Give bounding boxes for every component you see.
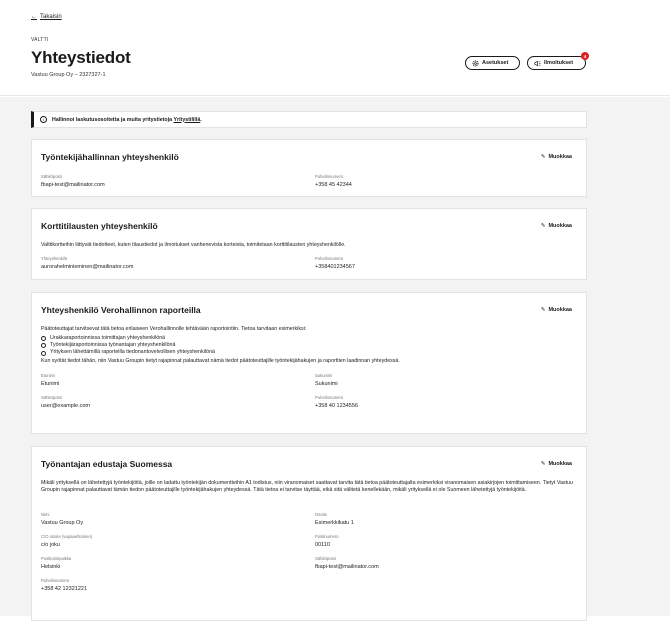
card-description: Mikäli yrityksellä on lähetettyjä työntekijöitä, joille on ladattu työntekijän dokumentteihin A1 todistus, niin viranomaiset saattavat tarvita tätä tietoa päätoteuttajalta esimerkiksi viranomaisen asiakirjojen toimittamiseen. Tietyt Vastuu Groupin rajapinnat palauttavat tämän tiedon päätoteuttajille työntekijähakujen yhteydessä. Tätä tietoa ei tarvitse täyttää, eikä sitä välitetä kenellekään, mikäli yrityksellä ei ole Suomeen lähetettyjä työntekijöitä. — [41, 480, 573, 494]
employee-admin-contact-card — [31, 139, 587, 197]
name-value: Vastuu Group Oy — [41, 520, 84, 526]
email-value: user@example.com — [41, 403, 90, 409]
page-title: Yhteystiedot — [31, 48, 131, 67]
edit-button-label: Muokkaa — [548, 223, 572, 229]
pencil-icon: ✎ — [540, 307, 546, 313]
edit-button[interactable] — [541, 461, 572, 467]
field-label: Sukunimi — [315, 373, 333, 378]
firstname-value: Etunimi — [41, 381, 60, 387]
usage-list — [41, 335, 215, 357]
edit-button[interactable] — [541, 154, 572, 160]
field-label: Sähköposti — [315, 556, 336, 561]
field-label: Sähköposti — [41, 174, 62, 179]
pencil-icon: ✎ — [540, 223, 546, 229]
field-label: Puhelinnumero — [41, 578, 70, 583]
address-value: Esimerkkikatu 1 — [315, 520, 354, 526]
employer-representative-card — [31, 446, 587, 621]
pencil-icon: ✎ — [540, 154, 546, 160]
notifications-count-badge: 4 — [581, 52, 589, 60]
field-label: Puhelinnumero — [315, 174, 344, 179]
postal-code-value: 00110 — [315, 542, 330, 548]
company-account-link[interactable]: Yritystilillä — [173, 116, 201, 123]
card-title: Työnantajan edustaja Suomessa — [41, 459, 173, 469]
field-label: Puhelinnumero — [315, 256, 344, 261]
card-orders-contact-card — [31, 208, 587, 280]
megaphone-icon — [534, 60, 541, 67]
phone-value: +358 42 12321221 — [41, 586, 88, 592]
field-label: Sähköposti — [41, 395, 62, 400]
card-title: Korttitilausten yhteyshenkilö — [41, 221, 158, 231]
notifications-button[interactable] — [527, 56, 586, 70]
card-description: Valttikortteihin liittyvät tiedotteet, kuten tilaustiedot ja ilmoitukset vanhenevista korteista, toimitetaan korttitilausten yhteyshenkilölle. — [41, 242, 346, 248]
edit-button-label: Muokkaa — [548, 307, 572, 313]
contact-value: aurorahelminieminen@mailinator.com — [41, 264, 134, 270]
phone-value: +358401234567 — [315, 264, 355, 270]
email-value: fbapi-test@mailinator.com — [41, 182, 105, 188]
settings-button[interactable] — [465, 56, 520, 70]
field-label: Postinumero — [315, 534, 339, 539]
list-item: Yrityksen lähettämillä raporteilla tiedonantovelvollisen yhteyshenkilönä — [41, 349, 215, 356]
field-label: Osoite — [315, 512, 328, 517]
field-label: Nimi — [41, 512, 50, 517]
lastname-value: Sukunimi — [315, 381, 338, 387]
info-banner — [31, 111, 587, 128]
phone-value: +358 45 42344 — [315, 182, 352, 188]
email-value: fbapi-test@mailinator.com — [315, 564, 379, 570]
field-label: Yhteyshenkilö — [41, 256, 68, 261]
edit-button-label: Muokkaa — [548, 461, 572, 467]
page-kicker: VALTTI — [31, 37, 49, 43]
edit-button[interactable] — [541, 307, 572, 313]
info-banner-suffix: . — [200, 116, 202, 123]
pencil-icon: ✎ — [540, 461, 546, 467]
company-subtitle: Vastuu Group Oy – 2327327-1 — [31, 72, 106, 78]
phone-value: +358 40 1234556 — [315, 403, 358, 409]
info-banner-message: Hallinnoi laskutusosoitetta ja muita yritystietoja — [52, 116, 173, 123]
tax-reporting-contact-card — [31, 292, 587, 434]
arrow-left-icon: ← — [31, 14, 37, 20]
info-icon: i — [40, 116, 47, 123]
card-note: Kun syötät tiedot tähän, niin Vastuu Groupin tietyt rajapinnat palauttavat nämä tiedot päätoteuttajille työntekijähakujen ja raporttien laadinnan yhteydessä. — [41, 358, 400, 364]
notifications-button-label: Ilmoitukset — [544, 60, 574, 66]
field-label: Etunimi — [41, 373, 55, 378]
settings-button-label: Asetukset — [482, 60, 509, 66]
field-label: Puhelinnumero — [315, 395, 344, 400]
city-value: Helsinki — [41, 564, 61, 570]
list-item: Työntekijäraportoinnissa työnantajan yhteyshenkilönä — [41, 342, 215, 349]
card-title: Työntekijähallinnan yhteyshenkilö — [41, 152, 179, 162]
list-item: Urakkaraportoinnissa toimittajan yhteyshenkilönä — [41, 335, 215, 342]
card-title: Yhteyshenkilö Verohallinnon raporteilla — [41, 305, 201, 315]
field-label: C/O osoite (vapaaehtoinen) — [41, 534, 93, 539]
back-link-label: Takaisin — [40, 14, 62, 20]
field-label: Postitoimipaikka — [41, 556, 72, 561]
edit-button[interactable] — [541, 223, 572, 229]
main-content — [0, 97, 670, 616]
edit-button-label: Muokkaa — [548, 154, 572, 160]
back-link[interactable] — [31, 14, 62, 20]
info-banner-text — [52, 117, 202, 123]
page-header — [0, 0, 670, 96]
co-address-value: c/o joku — [41, 542, 60, 548]
gear-icon — [472, 60, 479, 67]
card-description: Päätoteuttajat tarvitsevat tätä tietoa erilaiseen Verohallinnolle tehtävään raportointiin. Tietoa tarvitaan esimerkiksi: — [41, 326, 307, 332]
